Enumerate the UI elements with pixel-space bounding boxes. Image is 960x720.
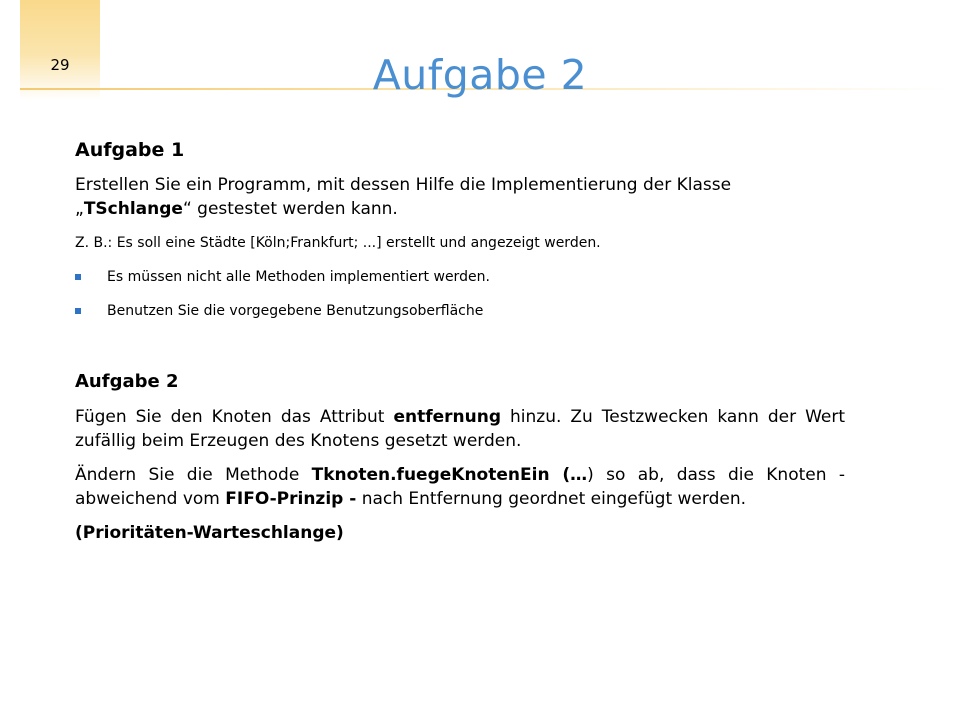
bullet-text: Es müssen nicht alle Methoden implementiert werden.	[107, 269, 490, 285]
task1-paragraph	[75, 173, 845, 221]
p1-part-a: Fügen Sie den Knoten das Attribut	[75, 407, 394, 427]
attribute-name: entfernung	[393, 407, 502, 427]
page-number: 29	[50, 56, 70, 74]
task1-heading: Aufgabe 1	[75, 139, 185, 161]
fifo-principle: FIFO-Prinzip -	[225, 489, 357, 509]
class-name: TSchlange	[83, 199, 183, 219]
slide-title: Aufgabe 2	[372, 51, 588, 100]
p1-part-c: hinzu. Zu Testzwecken kann der Wert zufällig beim Erzeugen des Knotens gesetzt werden.	[75, 407, 845, 451]
task1-example: Z. B.: Es soll eine Städte [Köln;Frankfurt; ...] erstellt und angezeigt werden.	[75, 235, 601, 251]
priority-queue-label: (Prioritäten-Warteschlange)	[75, 523, 344, 543]
p2-part-e: nach Entfernung geordnet eingefügt werden.	[356, 489, 746, 509]
slide-content	[75, 137, 845, 545]
task1-paragraph-prefix: Erstellen Sie ein Programm, mit dessen Hilfe die Implementierung der Klasse „	[75, 175, 732, 219]
method-name: Tknoten.fuegeKnotenEin (…	[311, 465, 588, 485]
task2-heading: Aufgabe 2	[75, 371, 179, 392]
task1-paragraph-suffix: “ gestestet werden kann.	[182, 199, 398, 219]
bullet-text: Benutzen Sie die vorgegebene Benutzungsoberfläche	[107, 303, 484, 319]
task2-paragraph-2	[75, 463, 845, 511]
square-bullet-icon	[75, 274, 81, 280]
task2-paragraph-3	[75, 521, 845, 545]
square-bullet-icon	[75, 308, 81, 314]
task1-bullet-list	[75, 267, 845, 321]
p2-part-a: Ändern Sie die Methode	[75, 465, 312, 485]
task2-paragraph-1	[75, 405, 845, 453]
p2-part-c: ) so ab, dass die Knoten - abweichend vom	[75, 465, 845, 509]
list-item	[75, 301, 845, 321]
list-item	[75, 267, 845, 287]
